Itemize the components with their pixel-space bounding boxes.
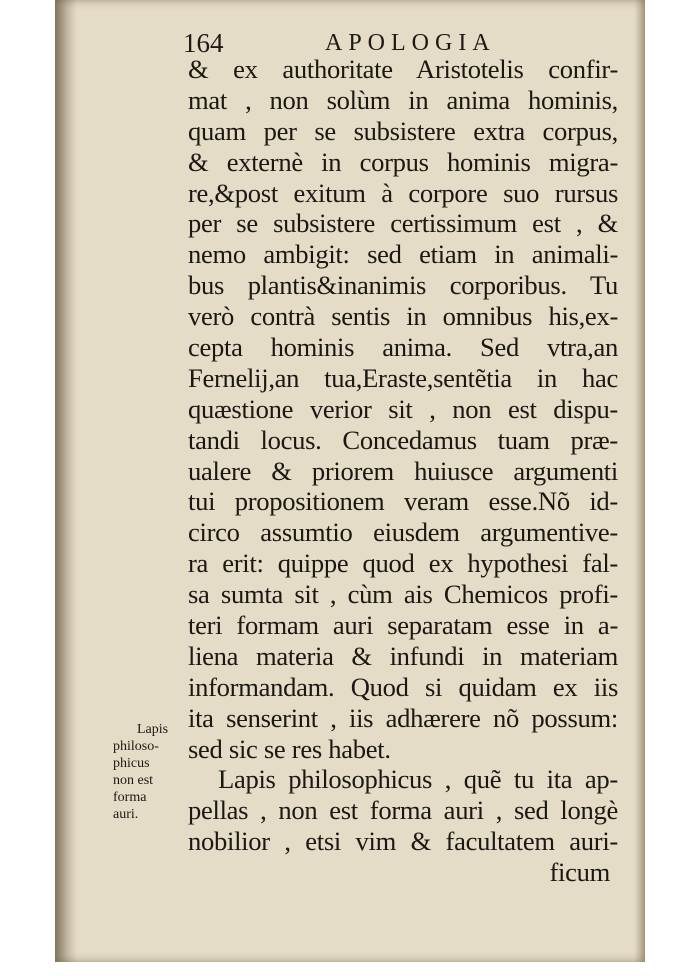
marginal-note-line: forma	[113, 790, 147, 805]
marginal-note-line: Lapis	[137, 722, 169, 737]
text-line: tandi locus. Concedamus tuam præ-	[188, 424, 618, 455]
text-line: re,&post exitum à corpore suo rursus	[188, 177, 618, 208]
text-line: informandam. Quod si quidam ex iis	[188, 671, 618, 702]
text-line: ra erit: quippe quod ex hypothesi fal-	[188, 548, 618, 579]
marginal-note-line: phicus	[113, 756, 150, 771]
text-line: Lapis philosophicus , quẽ tu ita ap-	[218, 764, 618, 795]
page-number: 164	[183, 28, 224, 58]
text-line: quæstione verior sit , non est dispu-	[188, 393, 618, 424]
text-line: ita senserint , iis adhærere nõ possum:	[188, 702, 618, 733]
text-line: ualere & priorem huiusce argumenti	[188, 455, 618, 486]
text-line: verò contrà sentis in omnibus his,ex-	[188, 301, 618, 332]
text-line: tui propositionem veram esse.Nõ id-	[188, 486, 618, 517]
text-line: nemo ambigit: sed etiam in animali-	[188, 239, 618, 270]
text-line: mat , non solùm in anima hominis,	[188, 84, 618, 115]
gutter-shadow	[55, 0, 77, 962]
text-line: quam per se subsistere extra corpus,	[188, 115, 618, 146]
catchword: ficum	[549, 857, 610, 888]
text-line: teri formam auri separatam esse in a-	[188, 610, 618, 641]
text-line: nobilior , etsi vim & facultatem auri-	[188, 826, 618, 857]
text-line: & ex authoritate Aristotelis confir-	[188, 54, 618, 84]
marginal-note-line: non est	[113, 773, 154, 788]
text-line: Fernelij,an tua,Eraste,sentẽtia in hac	[188, 362, 618, 393]
text-line: circo assumtio eiusdem argumentive-	[188, 517, 618, 548]
marginal-note	[113, 721, 185, 823]
text-line: pellas , non est forma auri , sed longè	[188, 795, 618, 826]
text-line: liena materia & infundi in materiam	[188, 640, 618, 671]
text-line: sa sumta sit , cùm ais Chemicos profi-	[188, 579, 618, 610]
page-edge-shadow	[634, 0, 645, 962]
text-line: bus plantis&inanimis corporibus. Tu	[188, 270, 618, 301]
text-line: per se subsistere certissimum est , &	[188, 208, 618, 239]
text-line: & externè in corpus hominis migra-	[188, 146, 618, 177]
text-line: sed sic se res habet.	[188, 733, 391, 764]
marginal-note-line: auri.	[113, 807, 139, 822]
marginal-note-line: philoso-	[113, 739, 159, 754]
body-text	[188, 54, 618, 888]
text-line: cepta hominis anima. Sed vtra,an	[188, 332, 618, 363]
running-title: APOLOGIA	[325, 30, 496, 56]
